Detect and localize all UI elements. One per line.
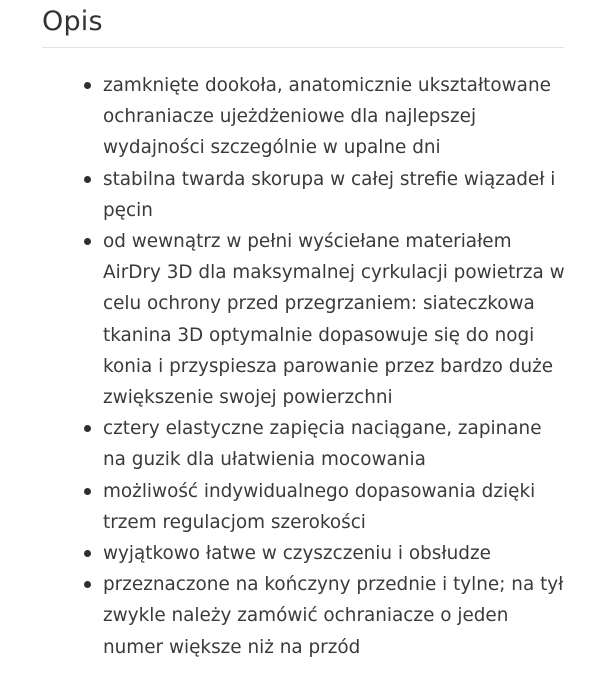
bullet-icon [84, 82, 91, 89]
description-list [0, 70, 604, 663]
list-item [0, 70, 604, 164]
list-item-text: wyjątkowo łatwe w czyszczeniu i obsłudze [103, 543, 491, 565]
list-item-text: zamknięte dookoła, anatomicznie ukształtowane ochraniacze ujeżdżeniowe dla najlepszej wydajności szczególnie w upalne dni [103, 75, 551, 159]
bullet-icon [84, 488, 91, 495]
list-item-text: cztery elastyczne zapięcia naciągane, zapinane na guzik dla ułatwienia mocowania [103, 418, 542, 471]
list-item-text: możliwość indywidualnego dopasowania dzięki trzem regulacjom szerokości [103, 480, 536, 533]
list-item [0, 569, 604, 663]
list-item [0, 413, 604, 475]
bullet-icon [84, 238, 91, 245]
list-item [0, 226, 604, 413]
list-item-text: stabilna twarda skorupa w całej strefie wiązadeł i pęcin [103, 168, 556, 221]
bullet-icon [84, 550, 91, 557]
title-divider [42, 47, 564, 48]
bullet-icon [84, 425, 91, 432]
section-title: Opis [42, 6, 103, 37]
bullet-icon [84, 581, 91, 588]
list-item [0, 538, 604, 569]
list-item [0, 164, 604, 226]
list-item [0, 476, 604, 538]
bullet-icon [84, 176, 91, 183]
list-item-text: przeznaczone na kończyny przednie i tylne; na tył zwykle należy zamówić ochraniacze o jeden numer większe niż na przód [103, 574, 564, 658]
list-item-text: od wewnątrz w pełni wyściełane materiałem AirDry 3D dla maksymalnej cyrkulacji powietrza w celu ochrony przed przegrzaniem: siateczkowa tkanina 3D optymalnie dopasowuje się do nogi konia i przyspiesza parowanie przez bardzo duże zwiększenie swojej powierzchni [103, 231, 565, 409]
